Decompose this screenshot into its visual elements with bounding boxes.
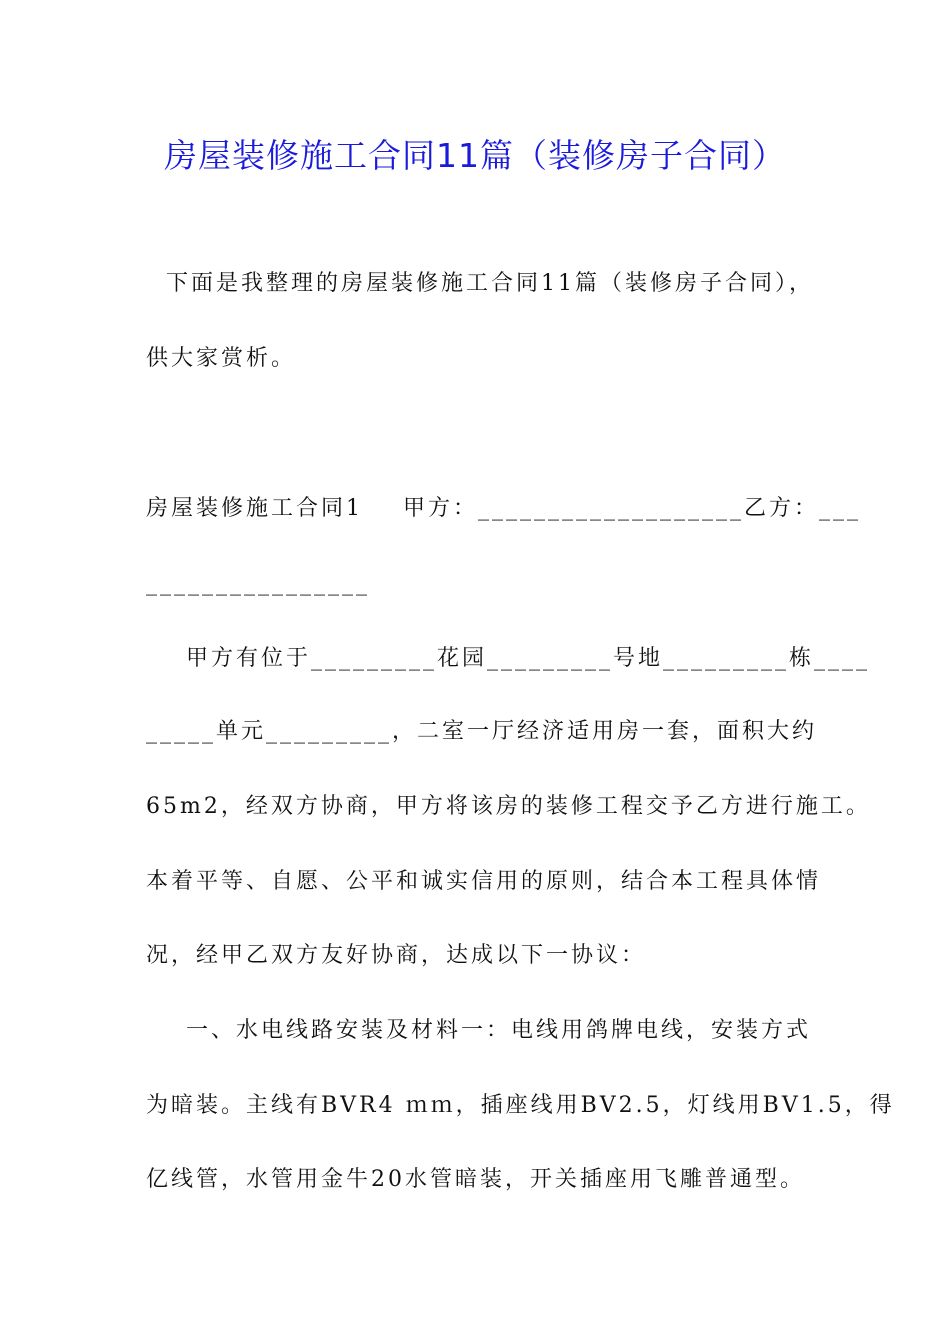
paragraph-line: 下面是我整理的房屋装修施工合同11篇（装修房子合同）， [146,271,814,296]
paragraph-line: ________________ [146,571,370,596]
paragraph-line: 况，经甲乙双方友好协商，达成以下一协议： [146,943,647,968]
paragraph-line: 一、水电线路安装及材料一：电线用鸽牌电线，安装方式 [146,1018,811,1043]
paragraph-line: 甲方有位于_________花园_________号地_________栋____ [146,646,870,671]
document-title: 房屋装修施工合同11篇（装修房子合同） [164,136,786,175]
paragraph-line: _____单元_________，二室一厅经济适用房一套，面积大约 [146,719,818,744]
paragraph-line: 本着平等、自愿、公平和诚实信用的原则，结合本工程具体情 [146,869,822,894]
paragraph-line: 为暗装。主线有BVR4 ｍｍ，插座线用BV2.5，灯线用BV1.5，得 [146,1093,895,1118]
paragraph-line: 亿线管，水管用金牛20水管暗装，开关插座用飞雕普通型。 [146,1167,805,1192]
paragraph-line: 65m2，经双方协商，甲方将该房的装修工程交予乙方进行施工。 [146,794,871,819]
paragraph-line: 房屋装修施工合同1 甲方：___________________乙方：___ [146,496,861,521]
paragraph-line: 供大家赏析。 [146,346,297,371]
